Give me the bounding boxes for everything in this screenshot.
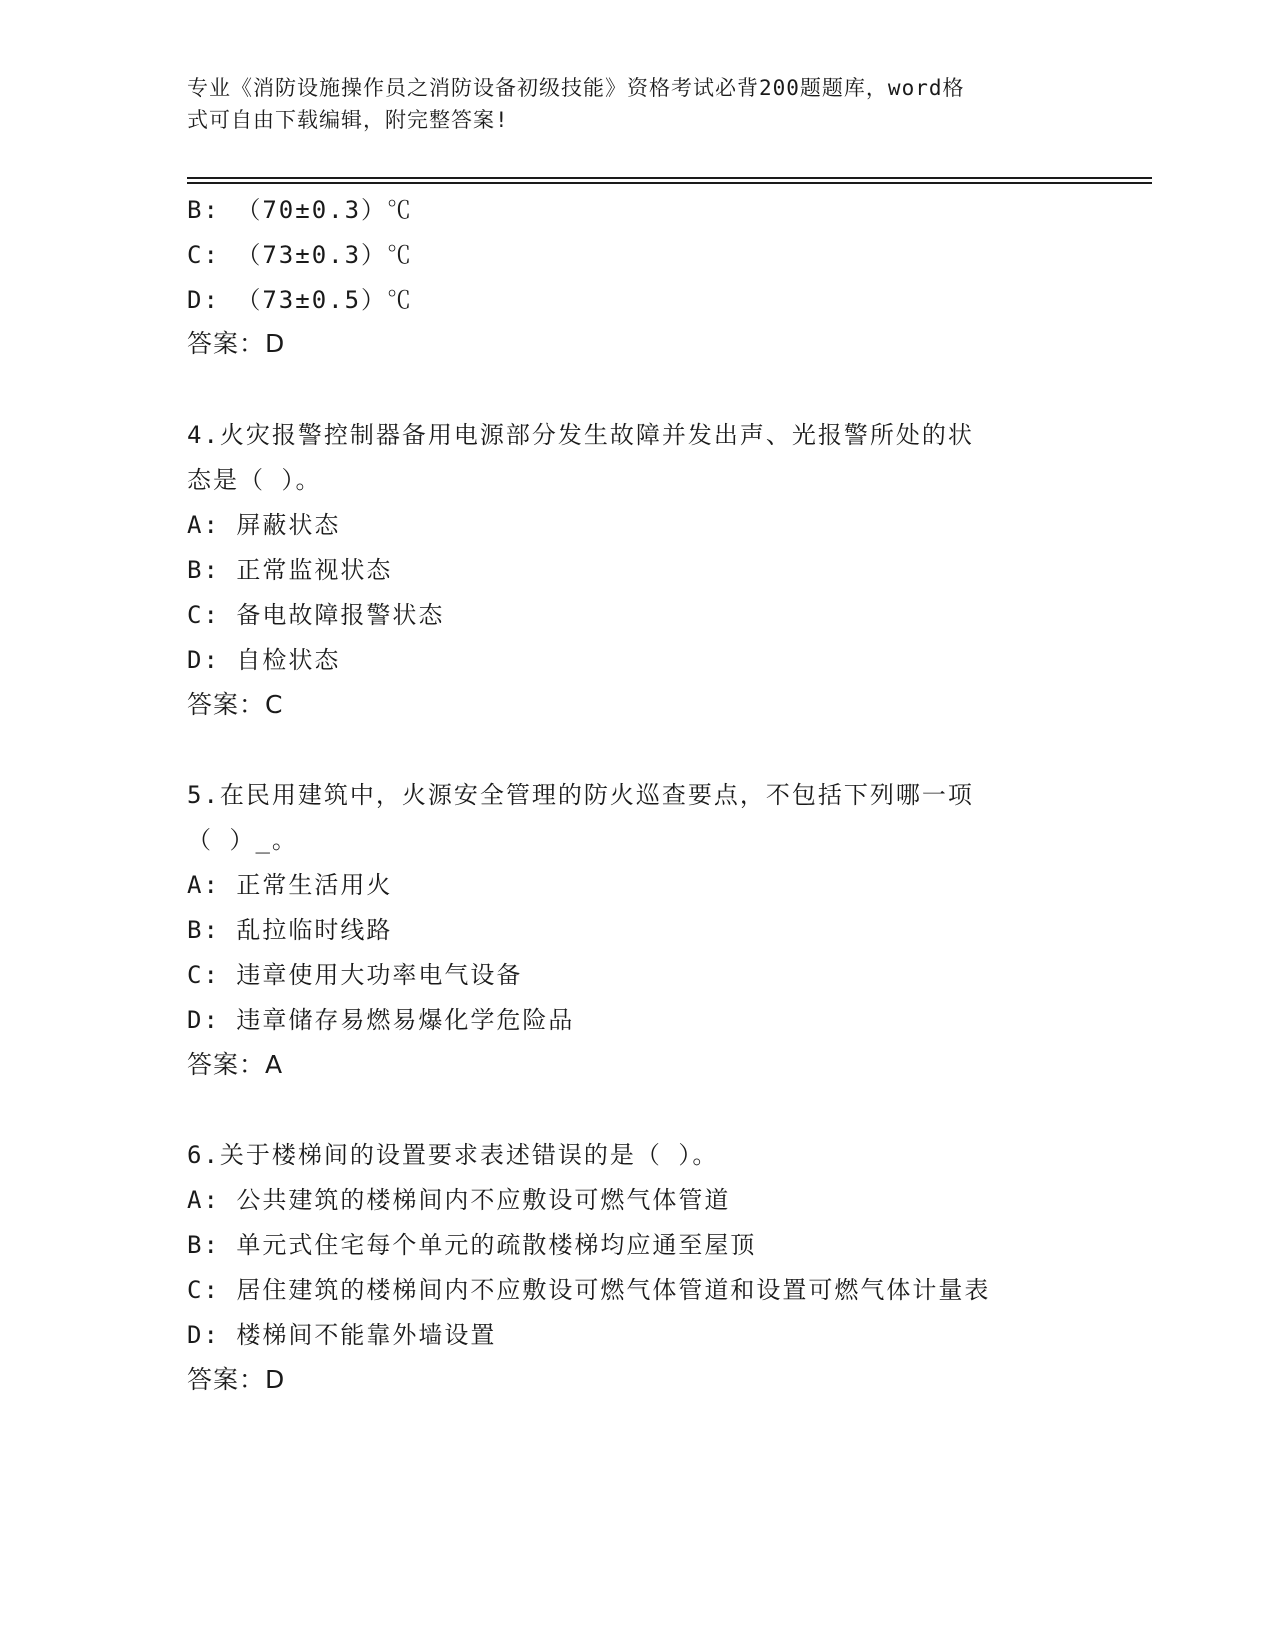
q5-answer: 答案：A <box>187 1050 284 1079</box>
q3-option-c: C: （73±0.3）℃ <box>187 241 414 269</box>
header-divider-bottom <box>187 182 1152 184</box>
q5-stem-line-1: 5.在民用建筑中，火源安全管理的防火巡查要点，不包括下列哪一项 <box>187 781 974 809</box>
q4-option-d: D: 自检状态 <box>187 646 341 674</box>
q6-option-a: A: 公共建筑的楼梯间内不应敷设可燃气体管道 <box>187 1186 731 1214</box>
q4-answer: 答案：C <box>187 690 284 719</box>
q5-option-a: A: 正常生活用火 <box>187 871 393 899</box>
header-divider-top <box>187 177 1152 179</box>
q4-option-a: A: 屏蔽状态 <box>187 511 341 539</box>
q6-stem-line-1: 6.关于楼梯间的设置要求表述错误的是（ ）。 <box>187 1141 719 1169</box>
q5-option-b: B: 乱拉临时线路 <box>187 916 393 944</box>
q6-option-d: D: 楼梯间不能靠外墙设置 <box>187 1321 497 1349</box>
q3-answer: 答案：D <box>187 329 286 358</box>
q3-option-b: B: （70±0.3）℃ <box>187 196 414 224</box>
q4-option-c: C: 备电故障报警状态 <box>187 601 445 629</box>
document-header <box>187 72 1067 136</box>
q4-option-b: B: 正常监视状态 <box>187 556 393 584</box>
q6-option-c: C: 居住建筑的楼梯间内不应敷设可燃气体管道和设置可燃气体计量表 <box>187 1276 991 1304</box>
q6-option-b: B: 单元式住宅每个单元的疏散楼梯均应通至屋顶 <box>187 1231 757 1259</box>
q4-stem-line-1: 4.火灾报警控制器备用电源部分发生故障并发出声、光报警所处的状 <box>187 421 974 449</box>
q5-option-c: C: 违章使用大功率电气设备 <box>187 961 523 989</box>
q5-option-d: D: 违章储存易燃易爆化学危险品 <box>187 1006 575 1034</box>
q5-stem-line-2: （ ）_。 <box>187 826 298 854</box>
q3-option-d: D: （73±0.5）℃ <box>187 286 414 314</box>
header-line-2: 式可自由下载编辑，附完整答案! <box>187 108 509 132</box>
q6-answer: 答案：D <box>187 1365 286 1394</box>
q4-stem-line-2: 态是（ ）。 <box>187 466 322 494</box>
header-line-1: 专业《消防设施操作员之消防设备初级技能》资格考试必背200题题库，word格 <box>187 76 965 100</box>
